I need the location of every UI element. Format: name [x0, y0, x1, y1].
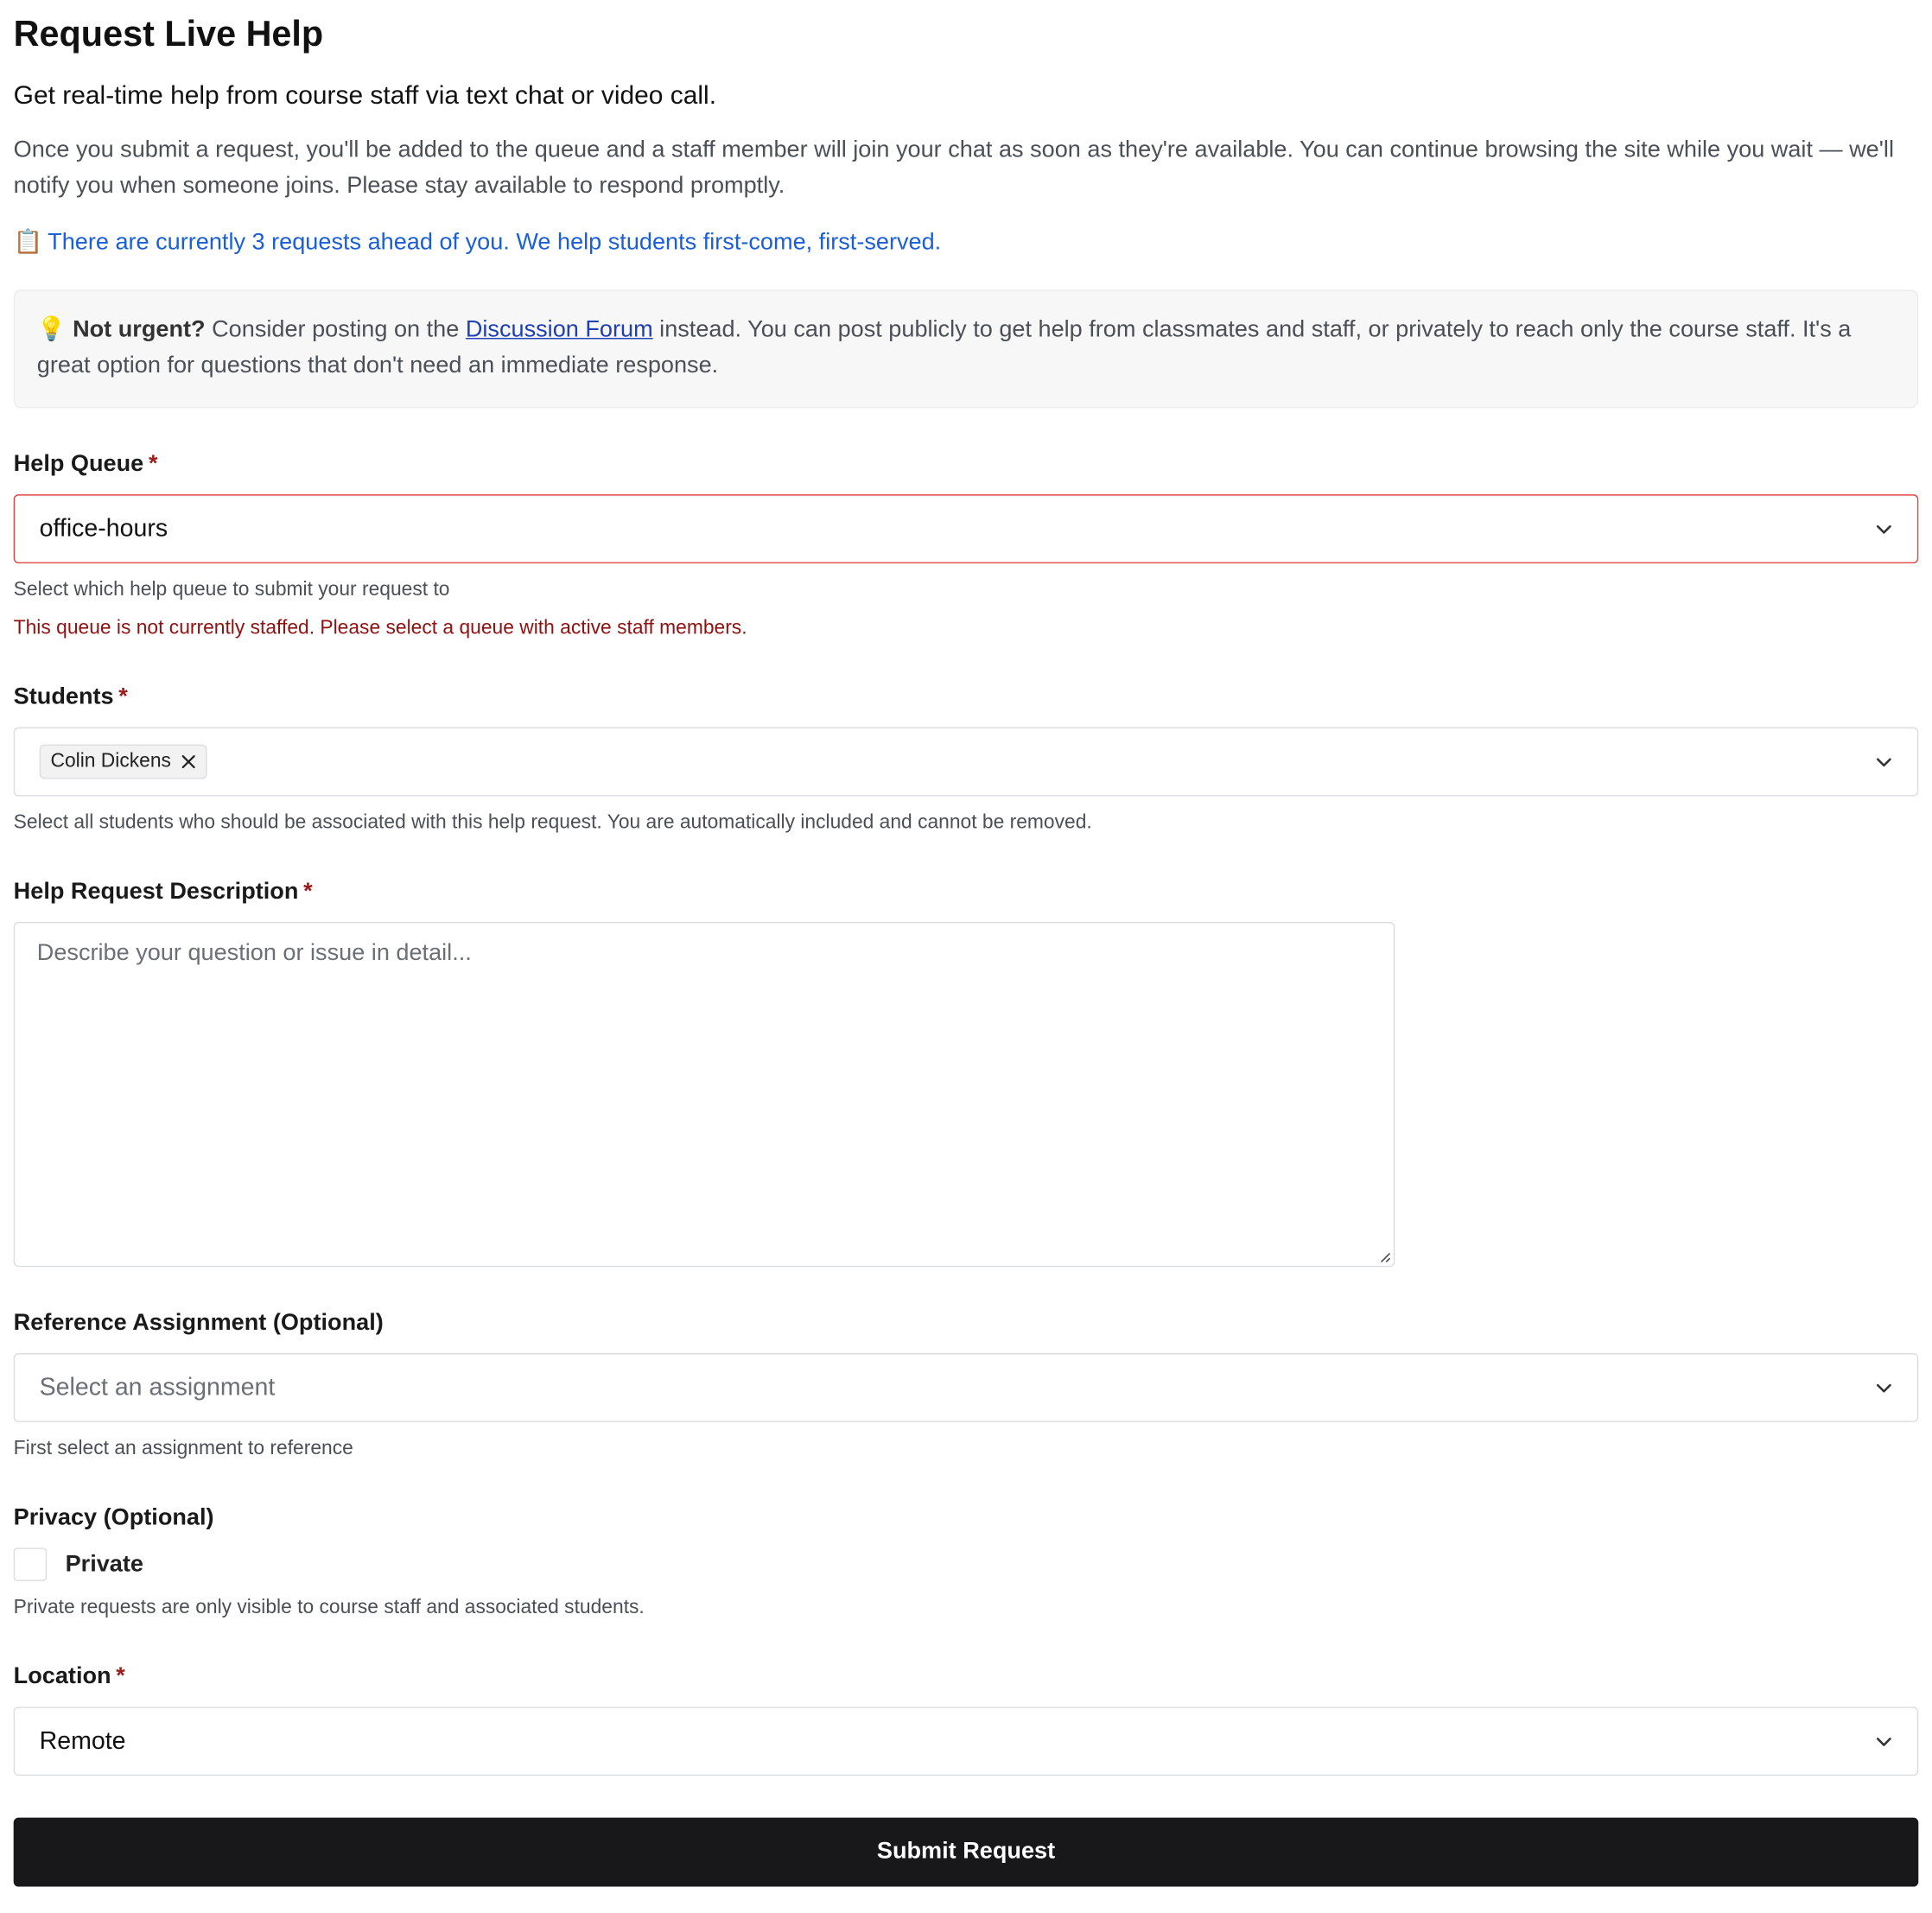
submit-request-button[interactable]: Submit Request: [14, 1818, 1919, 1887]
request-live-help-page: [0, 14, 1932, 1887]
students-select[interactable]: [14, 728, 1919, 797]
forum-callout: [14, 289, 1919, 408]
description-field: [14, 878, 1919, 1268]
page-subtitle: Get real-time help from course staff via text chat or video call.: [13, 81, 717, 111]
assignment-label: Reference Assignment (Optional): [13, 1310, 384, 1337]
help-queue-error: This queue is not currently staffed. Please select a queue with active staff members.: [13, 617, 747, 639]
private-checkbox-label[interactable]: Private: [65, 1550, 143, 1577]
privacy-field: [14, 1503, 1919, 1620]
required-asterisk: *: [148, 451, 158, 478]
remove-tag-icon[interactable]: [181, 754, 195, 769]
required-asterisk: *: [118, 683, 128, 710]
assignment-help: First select an assignment to reference: [13, 1438, 353, 1459]
student-tag-label: Colin Dickens: [50, 750, 171, 772]
students-help: Select all students who should be associated with this help request. You are automatically included and cannot be removed.: [13, 812, 1092, 834]
location-label: Location *: [13, 1663, 125, 1690]
private-checkbox-row: [14, 1548, 1919, 1581]
lightbulb-icon: 💡: [36, 316, 67, 343]
clipboard-icon: 📋: [13, 229, 43, 256]
queue-status: [14, 226, 1919, 260]
description-placeholder: Describe your question or issue in detail...: [36, 940, 472, 967]
privacy-help: Private requests are only visible to course staff and associated students.: [13, 1597, 645, 1618]
intro-text: Once you submit a request, you'll be added to the queue and a staff member will join your chat as soon as they're available. You can continue browsing the site while you wait — we'll notify you when someone joins. Please stay available to respond promptly.: [13, 137, 1894, 199]
location-value: Remote: [39, 1726, 126, 1755]
help-queue-label: Help Queue *: [13, 451, 158, 478]
help-queue-value: office-hours: [39, 514, 168, 543]
description-label: Help Request Description *: [13, 879, 313, 905]
chevron-down-icon: [1875, 753, 1892, 771]
students-field: [14, 683, 1919, 836]
resize-handle-icon[interactable]: [1379, 1251, 1391, 1263]
students-label: Students *: [13, 683, 128, 710]
assignment-select[interactable]: [14, 1353, 1919, 1422]
student-tag: [40, 745, 207, 779]
callout-text-before: Consider posting on the: [205, 316, 466, 343]
privacy-label: Privacy (Optional): [13, 1504, 214, 1531]
description-textarea[interactable]: [14, 922, 1395, 1267]
discussion-forum-link[interactable]: Discussion Forum: [465, 316, 653, 343]
private-checkbox[interactable]: [14, 1548, 48, 1581]
callout-text-after: instead. You can post publicly to get help from classmates and staff, or privately to reach only the course staff. It's a great option for questions that don't need an immediate response.: [36, 316, 1852, 379]
required-asterisk: *: [116, 1663, 125, 1690]
chevron-down-icon: [1875, 520, 1892, 537]
queue-status-text: There are currently 3 requests ahead of you. We help students first-come, first-served.: [48, 229, 942, 256]
required-asterisk: *: [303, 879, 313, 905]
help-queue-field: [14, 450, 1919, 641]
callout-bold: Not urgent?: [73, 316, 206, 343]
help-queue-select[interactable]: [14, 494, 1919, 563]
help-queue-help: Select which help queue to submit your request to: [13, 579, 450, 601]
assignment-placeholder: Select an assignment: [39, 1373, 276, 1401]
location-select[interactable]: [14, 1706, 1919, 1776]
chevron-down-icon: [1875, 1732, 1892, 1750]
page-title: Request Live Help: [13, 15, 324, 55]
assignment-field: [14, 1309, 1919, 1462]
location-field: [14, 1662, 1919, 1776]
chevron-down-icon: [1875, 1379, 1892, 1396]
